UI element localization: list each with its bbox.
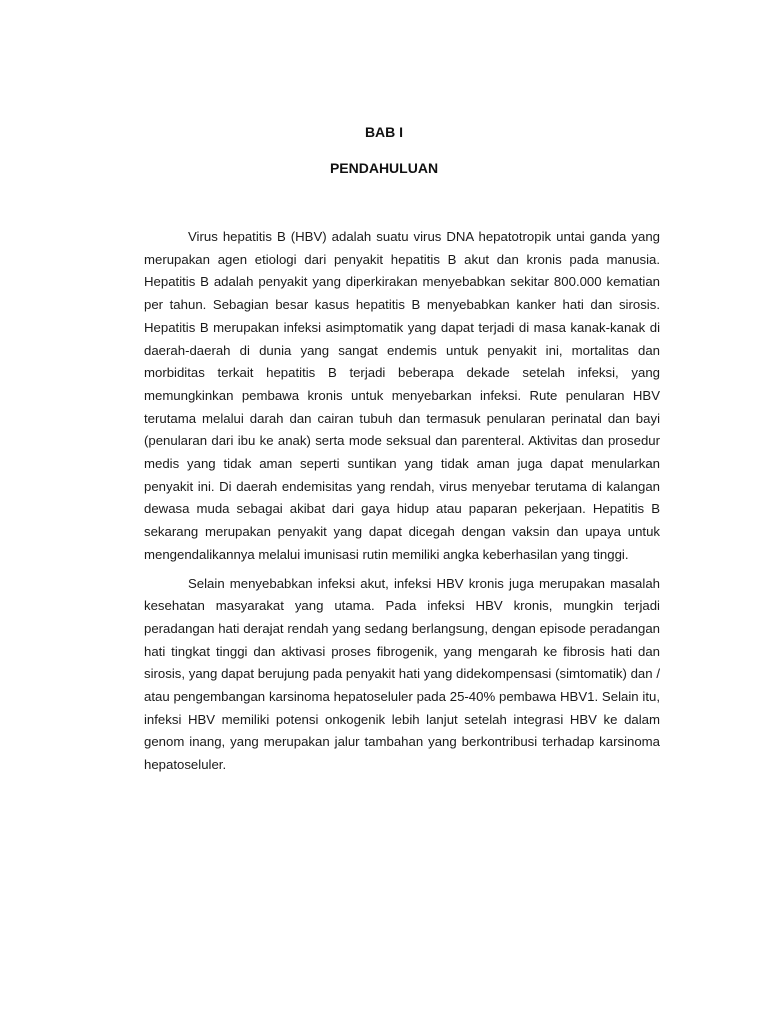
body-text — [144, 226, 660, 783]
paragraph: Virus hepatitis B (HBV) adalah suatu virus DNA hepatotropik untai ganda yang merupakan agen etiologi dari penyakit hepatitis B akut dan kronis pada manusia. Hepatitis B adalah penyakit yang diperkirakan menyebabkan sekitar 800.000 kematian per tahun. Sebagian besar kasus hepatitis B menyebabkan kanker hati dan sirosis. Hepatitis B merupakan infeksi asimptomatik yang dapat terjadi di masa kanak-kanak di daerah-daerah di dunia yang sangat endemis untuk penyakit ini, mortalitas dan morbiditas terkait hepatitis B terjadi beberapa dekade setelah infeksi, yang memungkinkan pembawa kronis untuk menyebarkan infeksi. Rute penularan HBV terutama melalui darah dan cairan tubuh dan termasuk penularan perinatal dan bayi (penularan dari ibu ke anak) serta mode seksual dan parenteral. Aktivitas dan prosedur medis yang tidak aman seperti suntikan yang tidak aman juga dapat menularkan penyakit ini. Di daerah endemisitas yang rendah, virus menyebar terutama di kalangan dewasa muda sebagai akibat dari gaya hidup atau paparan pekerjaan. Hepatitis B sekarang merupakan penyakit yang dapat dicegah dengan vaksin dan upaya untuk mengendalikannya melalui imunisasi rutin memiliki angka keberhasilan yang tinggi. — [144, 229, 660, 562]
chapter-number: BAB I — [364, 124, 404, 140]
chapter-title: PENDAHULUAN — [329, 160, 439, 176]
paragraph: Selain menyebabkan infeksi akut, infeksi HBV kronis juga merupakan masalah kesehatan masyarakat yang utama. Pada infeksi HBV kronis, mungkin terjadi peradangan hati derajat rendah yang sedang berlangsung, dengan episode peradangan hati tingkat tinggi dan aktivasi proses fibrogenik, yang mengarah ke fibrosis hati dan sirosis, yang dapat berujung pada penyakit hati yang didekompensasi (simtomatik) dan / atau pengembangan karsinoma hepatoseluler pada 25-40% pembawa HBV1. Selain itu, infeksi HBV memiliki potensi onkogenik lebih lanjut setelah integrasi HBV ke dalam genom inang, yang merupakan jalur tambahan yang berkontribusi terhadap karsinoma hepatoseluler. — [144, 575, 660, 773]
